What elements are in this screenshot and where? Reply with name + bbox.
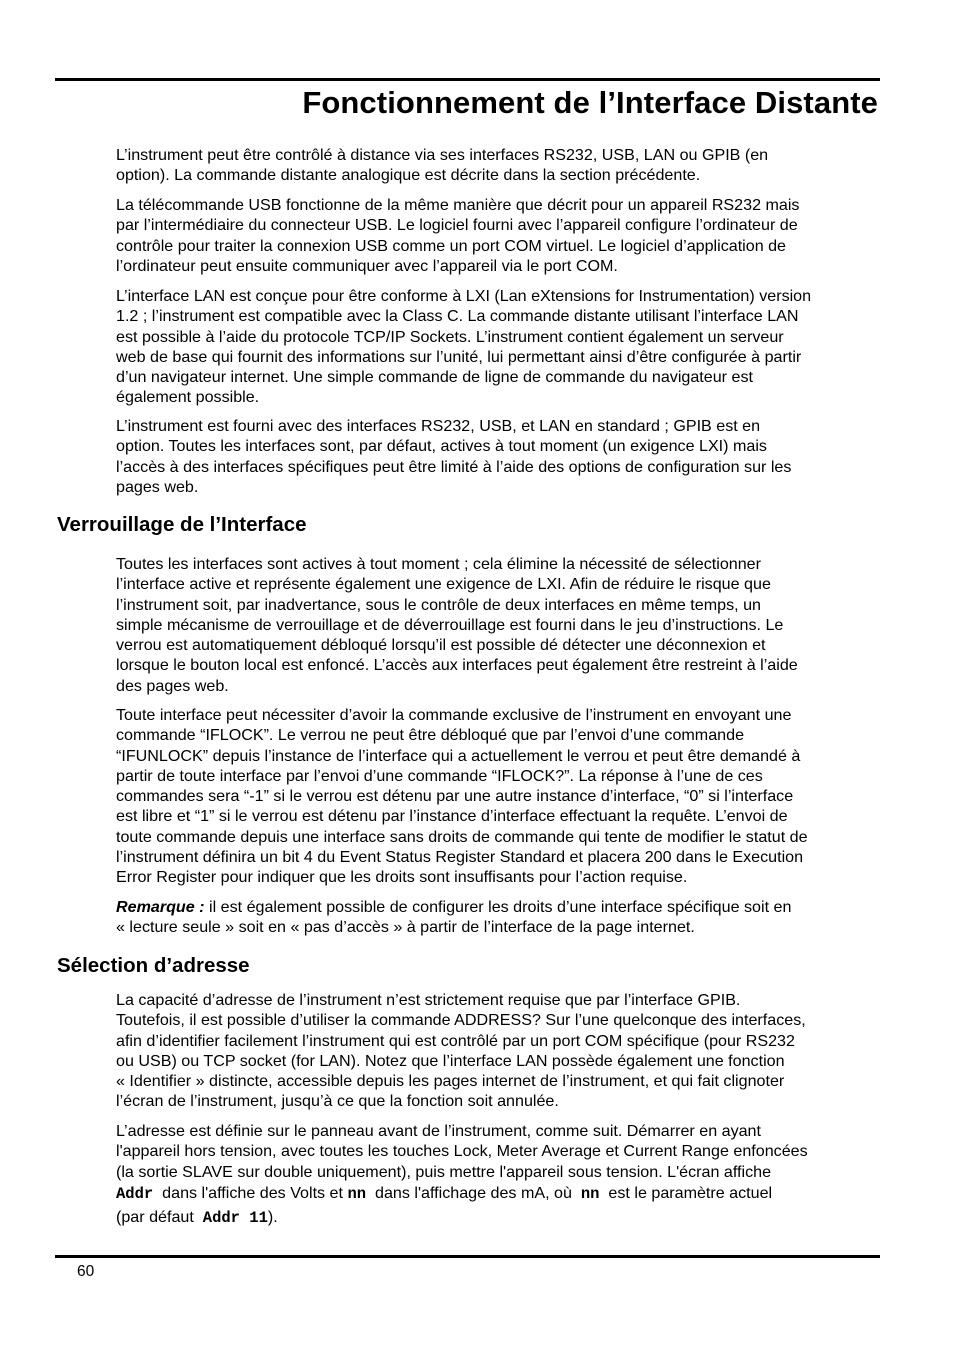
lock-paragraph-2: Toute interface peut nécessiter d’avoir la commande exclusive de l’instrument en envoyant une commande “IFLOCK”. Le verrou ne peut être débloqué que par l’envoi d’une commande “IFUNLOCK” depuis l’instance de l’interface qui a actuellement le verrou et peut être demandé à partir de toute interface par l’envoi d’une commande “IFLOCK?”. La réponse à l’une de ces commandes sera “-1” si le verrou est détenu par une autre instance d’interface, “0” si l’interface est libre et “1” si le verrou est détenu par l’instance d’interface effectuant la requête. L’envoi de toute commande depuis une interface sans droits de commande qui tente de modifier le statut de l’instrument définira un bit 4 du Event Status Register Standard et placera 200 dans le Execution Error Register pour indiquer que les droits sont insuffisants pour l’action requise.: [116, 706, 808, 887]
section-heading-lock: Verrouillage de l’Interface: [57, 513, 307, 536]
intro-paragraph-3-block: [116, 286, 880, 408]
code-nn: nn: [347, 1184, 367, 1203]
code-addr: Addr: [116, 1184, 154, 1203]
address-paragraph-1-block: [116, 990, 880, 1112]
lock-remark: Remarque : il est également possible de configurer les droits d’une interface spécifique soit en « lecture seule » soit en « pas d’accès » à partir de l’interface de la page internet.: [116, 898, 792, 937]
intro-paragraph-3: L’interface LAN est conçue pour être conforme à LXI (Lan eXtensions for Instrumentation) version 1.2 ; l’instrument est compatible avec la Class C. La commande distante utilisant l’interface LAN est possible à l’aide du protocole TCP/IP Sockets. L’instrument contient également un serveur web de base qui fournit des informations sur l’unité, lui permettant ainsi d’être configurée à partir d’un navigateur internet. Une simple commande de ligne de commande du navigateur est également possible.: [116, 287, 812, 407]
top-rule: [55, 78, 880, 81]
address-paragraph-2-block: [116, 1121, 880, 1230]
section-heading-address: Sélection d’adresse: [57, 954, 250, 977]
intro-paragraph-4: L’instrument est fourni avec des interfaces RS232, USB, et LAN en standard ; GPIB est en option. Toutes les interfaces sont, par défaut, actives à tout moment (un exigence LXI) mais l’accès à des interfaces spécifiques peut être limité à l’aide des options de configuration sur les pages web.: [116, 417, 792, 496]
intro-paragraph-4-block: [116, 416, 880, 497]
address-paragraph-2: L’adresse est définie sur le panneau avant de l’instrument, comme suit. Démarrer en ayant l'appareil hors tension, avec toutes les touches Lock, Meter Average et Current Range enfoncées (la sortie SLAVE sur double uniquement), puis mettre l'appareil sous tension. L'écran affiche Addr dans l'affiche des Volts et nn dans l'affichage des mA, où nn est le paramètre actuel (par défaut Addr 11).: [116, 1122, 808, 1227]
remark-label: Remarque :: [116, 898, 205, 916]
lock-paragraph-1: Toutes les interfaces sont actives à tout moment ; cela élimine la nécessité de sélectionner l’interface active et représente également une exigence de LXI. Afin de réduire le risque que l’instrument soit, par inadvertance, sous le contrôle de deux interfaces en même temps, un simple mécanisme de verrouillage et de déverrouillage est fourni dans le jeu d’instructions. Le verrou est automatiquement débloqué lorsqu’il est possible dé détecter une déconnexion et lorsque le bouton local est enfoncé. L’accès aux interfaces peut également être restreint à l’aide des pages web.: [116, 555, 798, 695]
address-paragraph-1: La capacité d’adresse de l’instrument n’est strictement requise que par l’interface GPIB. Toutefois, il est possible d’utiliser la commande ADDRESS? Sur l’une quelconque des interfaces, afin d’identifier facilement l’instrument qui est contrôlé par un port COM spécifique (pour RS232 ou USB) ou TCP socket (for LAN). Notez que l’interface LAN possède également une fonction « Identifier » distincte, accessible depuis les pages internet de l’instrument, et qui fait clignoter l’écran de l’instrument, jusqu’à ce que la fonction soit annulée.: [116, 991, 806, 1111]
intro-section: [116, 145, 880, 186]
intro-paragraph-1: L’instrument peut être contrôlé à distance via ses interfaces RS232, USB, LAN ou GPIB (en option). La commande distante analogique est décrite dans la section précédente.: [116, 146, 769, 185]
page-title: Fonctionnement de l’Interface Distante: [302, 85, 878, 120]
code-default-address: Addr 11: [202, 1208, 268, 1227]
page-number: 60: [77, 1263, 95, 1280]
intro-paragraph-2-block: [116, 195, 880, 276]
bottom-rule: [55, 1255, 880, 1258]
lock-paragraph-2-block: [116, 705, 880, 888]
code-nn: nn: [580, 1184, 600, 1203]
lock-remark-block: [116, 897, 880, 938]
lock-paragraph-1-block: [116, 554, 880, 696]
intro-paragraph-2: La télécommande USB fonctionne de la même manière que décrit pour un appareil RS232 mais par l’intermédiaire du connecteur USB. Le logiciel fourni avec l’appareil configure l’ordinateur de contrôle pour traiter la connexion USB comme un port COM virtuel. Le logiciel d’application de l’ordinateur peut ensuite communiquer avec l’appareil via le port COM.: [116, 196, 800, 275]
